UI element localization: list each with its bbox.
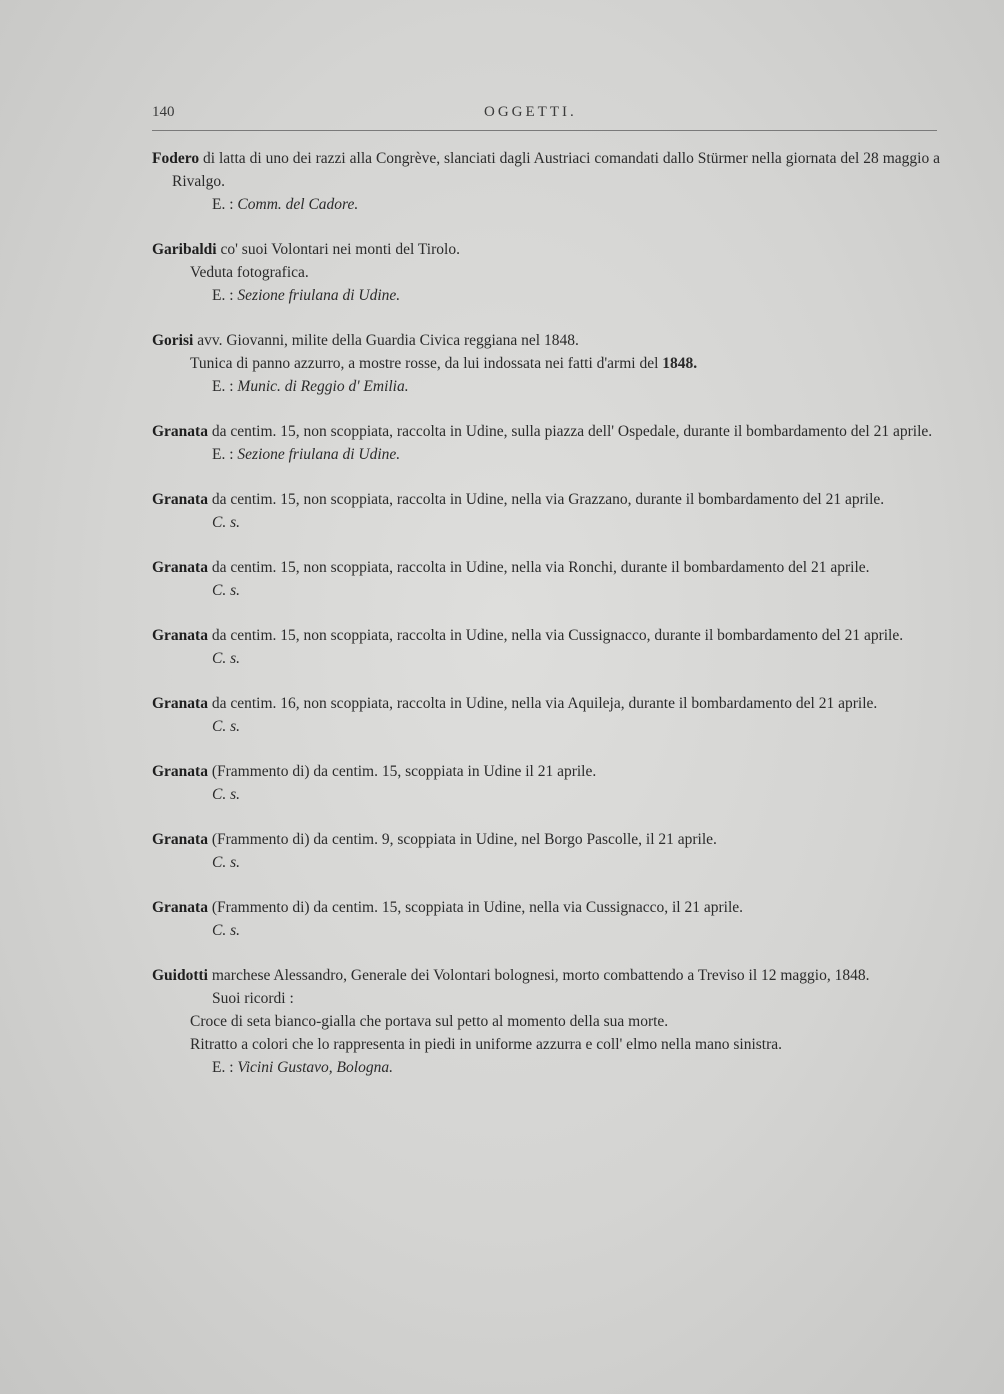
entry-headword: Guidotti xyxy=(152,967,208,984)
entry-source: C. s. xyxy=(212,786,240,803)
entry-description xyxy=(152,329,940,352)
catalog-entry xyxy=(152,760,940,806)
catalog-entry xyxy=(152,692,940,738)
catalog-entry xyxy=(152,329,940,398)
catalog-entry xyxy=(152,624,940,670)
entry-text: da centim. 16, non scoppiata, raccolta in Udine, nella via Aquileja, durante il bombardamento del 21 aprile. xyxy=(207,695,878,712)
entry-source: E. : Munic. di Reggio d' Emilia. xyxy=(212,378,409,395)
page-header xyxy=(152,100,937,131)
entry-headword: Fodero xyxy=(152,150,200,167)
entry-text: (Frammento di) da centim. 15, scoppiata in Udine, nella via Cussignacco, il 21 aprile. xyxy=(207,899,744,916)
source-name: Comm. del Cadore. xyxy=(237,196,359,213)
entry-source: E. : Comm. del Cadore. xyxy=(212,196,359,213)
entry-description xyxy=(152,760,940,783)
entry-description xyxy=(152,692,940,715)
catalog-entry xyxy=(152,556,940,602)
entry-subitem: Tunica di panno azzurro, a mostre rosse, da lui indossata nei fatti d'armi del 1848. xyxy=(190,355,698,372)
source-name: Sezione friulana di Udine. xyxy=(237,287,401,304)
source-name: Munic. di Reggio d' Emilia. xyxy=(237,378,409,395)
catalog-entry xyxy=(152,147,940,216)
entry-subitem: Croce di seta bianco-gialla che portava sul petto al momento della sua morte. xyxy=(190,1013,669,1030)
entry-headword: Granata xyxy=(152,627,208,644)
entry-text: marchese Alessandro, Generale dei Volontari bolognesi, morto combattendo a Treviso il 12 maggio, 1848. xyxy=(207,967,870,984)
source-name: Vicini Gustavo, Bologna. xyxy=(237,1059,393,1076)
entry-description xyxy=(152,896,940,919)
entry-source: E. : Vicini Gustavo, Bologna. xyxy=(212,1059,393,1076)
entry-text: avv. Giovanni, milite della Guardia Civica reggiana nel 1848. xyxy=(193,332,579,349)
entry-text: di latta di uno dei razzi alla Congrève, slanciati dagli Austriaci comandati dallo Stürmer nella giornata del 28 maggio a Rivalgo. xyxy=(172,150,940,190)
entry-headword: Granata xyxy=(152,423,208,440)
entry-description xyxy=(152,828,940,851)
catalog-entry xyxy=(152,896,940,942)
entry-headword: Granata xyxy=(152,763,208,780)
running-title: OGGETTI. xyxy=(484,104,577,120)
source-name: Sezione friulana di Udine. xyxy=(237,446,401,463)
catalog-entry xyxy=(152,488,940,534)
entry-description xyxy=(152,964,940,987)
entry-headword: Granata xyxy=(152,559,208,576)
entry-subitem: Ritratto a colori che lo rappresenta in piedi in uniforme azzurra e coll' elmo nella mano sinistra. xyxy=(190,1036,783,1053)
entry-source: C. s. xyxy=(212,514,240,531)
entry-source: E. : Sezione friulana di Udine. xyxy=(212,446,401,463)
entry-text: da centim. 15, non scoppiata, raccolta in Udine, sulla piazza dell' Ospedale, durante il bombardamento del 21 aprile. xyxy=(207,423,933,440)
entry-text: co' suoi Volontari nei monti del Tirolo. xyxy=(216,241,460,258)
entry-source: C. s. xyxy=(212,854,240,871)
entry-text: da centim. 15, non scoppiata, raccolta in Udine, nella via Ronchi, durante il bombardamento del 21 aprile. xyxy=(207,559,870,576)
entry-source: E. : Sezione friulana di Udine. xyxy=(212,287,401,304)
catalog-entry xyxy=(152,964,940,1079)
catalog-entry xyxy=(152,420,940,466)
entry-description xyxy=(152,147,940,193)
entry-description xyxy=(152,556,940,579)
entry-description xyxy=(152,238,940,261)
entry-headword: Granata xyxy=(152,695,208,712)
entry-text: da centim. 15, non scoppiata, raccolta in Udine, nella via Cussignacco, durante il bombardamento del 21 aprile. xyxy=(207,627,904,644)
entry-description xyxy=(152,420,940,443)
entry-subheading: Suoi ricordi : xyxy=(212,990,294,1007)
entry-text: (Frammento di) da centim. 15, scoppiata in Udine il 21 aprile. xyxy=(207,763,597,780)
page-number: 140 xyxy=(152,104,175,120)
entry-description xyxy=(152,488,940,511)
catalog-entry xyxy=(152,828,940,874)
entry-source: C. s. xyxy=(212,922,240,939)
entry-subitem: Veduta fotografica. xyxy=(190,264,309,281)
entry-text: (Frammento di) da centim. 9, scoppiata in Udine, nel Borgo Pascolle, il 21 aprile. xyxy=(207,831,717,848)
entry-description xyxy=(152,624,940,647)
entry-headword: Granata xyxy=(152,491,208,508)
entry-headword: Granata xyxy=(152,899,208,916)
entry-headword: Granata xyxy=(152,831,208,848)
catalog-entry xyxy=(152,238,940,307)
entry-source: C. s. xyxy=(212,650,240,667)
entry-source: C. s. xyxy=(212,718,240,735)
entries-list xyxy=(152,147,940,1101)
entry-source: C. s. xyxy=(212,582,240,599)
entry-headword: Garibaldi xyxy=(152,241,217,258)
entry-text: da centim. 15, non scoppiata, raccolta in Udine, nella via Grazzano, durante il bombardamento del 21 aprile. xyxy=(207,491,885,508)
entry-headword: Gorisi xyxy=(152,332,194,349)
